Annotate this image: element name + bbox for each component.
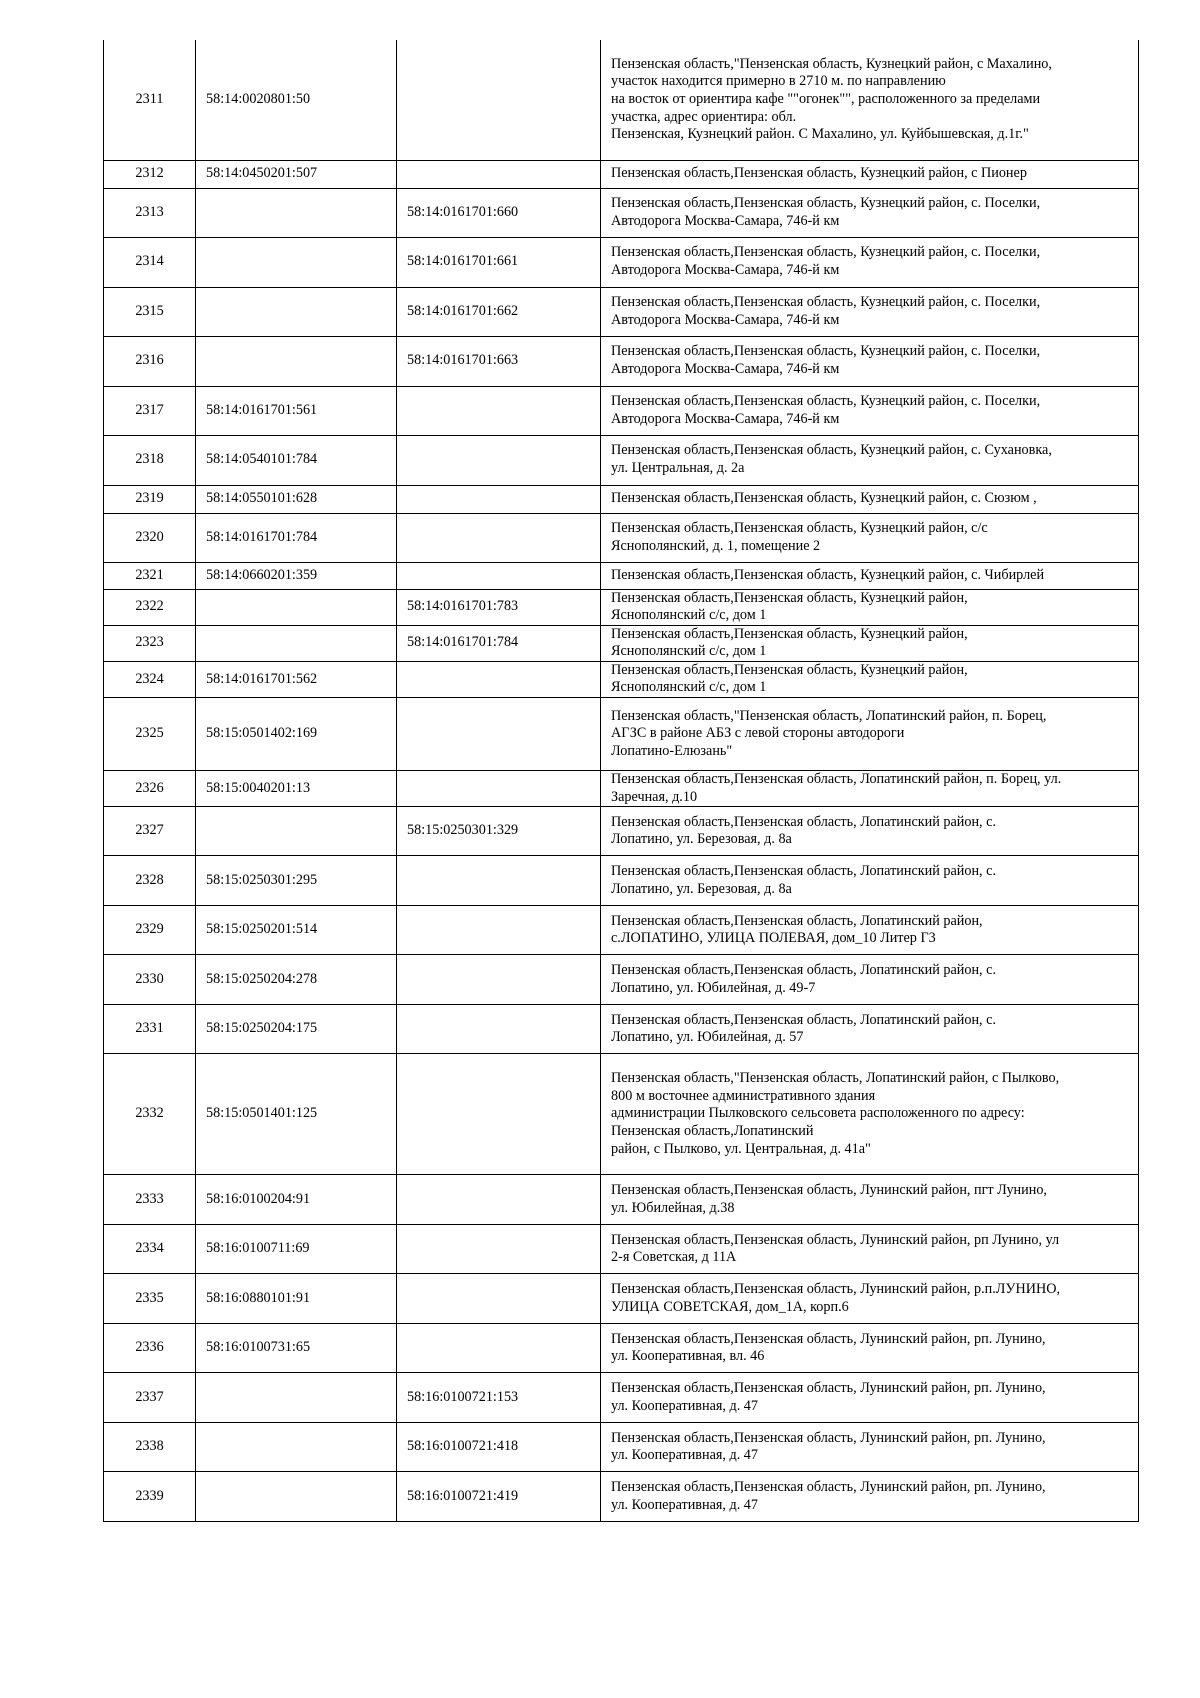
address-cell: Пензенская область,Пензенская область, Кузнецкий район, с. Поселки, Автодорога Москва-Самара, 746-й км [601,188,1139,237]
building-cadastral-number-cell [397,661,601,697]
building-cadastral-number-cell: 58:14:0161701:784 [397,625,601,661]
address-cell: Пензенская область,Пензенская область, Кузнецкий район, Яснополянский с/с, дом 1 [601,625,1139,661]
building-cadastral-number-cell: 58:16:0100721:153 [397,1373,601,1423]
address-cell: Пензенская область,Пензенская область, Кузнецкий район, с. Сухановка, ул. Центральная, д. 2а [601,435,1139,485]
row-number-cell: 2327 [104,807,196,856]
table-row [104,1472,1139,1522]
cadastral-number-cell: 58:14:0161701:562 [196,661,397,697]
row-number-cell: 2330 [104,955,196,1005]
table-row [104,562,1139,589]
address-cell: Пензенская область,Пензенская область, Лопатинский район, с.ЛОПАТИНО, УЛИЦА ПОЛЕВАЯ, дом_10 Литер Г3 [601,906,1139,955]
cadastral-number-cell: 58:15:0501401:125 [196,1054,397,1175]
row-number-cell: 2337 [104,1373,196,1423]
address-cell: Пензенская область,Пензенская область, Лунинский район, р.п.ЛУНИНО, УЛИЦА СОВЕТСКАЯ, дом_1А, корп.6 [601,1274,1139,1324]
building-cadastral-number-cell: 58:16:0100721:419 [397,1472,601,1522]
table-row [104,661,1139,697]
table-row [104,698,1139,771]
table-row [104,1274,1139,1324]
table-row [104,1005,1139,1054]
building-cadastral-number-cell [397,771,601,807]
table-row [104,1054,1139,1175]
building-cadastral-number-cell [397,485,601,513]
building-cadastral-number-cell [397,435,601,485]
row-number-cell: 2333 [104,1175,196,1225]
building-cadastral-number-cell [397,698,601,771]
address-cell: Пензенская область,Пензенская область, Кузнецкий район, с. Поселки, Автодорога Москва-Самара, 746-й км [601,287,1139,336]
cadastral-number-cell: 58:14:0660201:359 [196,562,397,589]
row-number-cell: 2315 [104,287,196,336]
address-cell: Пензенская область,Пензенская область, Лопатинский район, с. Лопатино, ул. Юбилейная, д. 49-7 [601,955,1139,1005]
row-number-cell: 2329 [104,906,196,955]
address-cell: Пензенская область,Пензенская область, Лунинский район, рп. Лунино, ул. Кооперативная, д. 47 [601,1373,1139,1423]
building-cadastral-number-cell: 58:14:0161701:660 [397,188,601,237]
row-number-cell: 2328 [104,856,196,906]
cadastral-number-cell: 58:14:0450201:507 [196,160,397,188]
building-cadastral-number-cell [397,1054,601,1175]
table-row [104,386,1139,435]
table-row [104,188,1139,237]
address-cell: Пензенская область,Пензенская область, Кузнецкий район, с/с Яснополянский, д. 1, помещение 2 [601,513,1139,562]
cadastral-number-cell: 58:14:0020801:50 [196,40,397,160]
building-cadastral-number-cell [397,906,601,955]
table-row [104,1373,1139,1423]
table-row [104,1225,1139,1274]
row-number-cell: 2314 [104,237,196,287]
address-cell: Пензенская область,"Пензенская область, Лопатинский район, п. Борец, АГЗС в районе АБЗ с левой стороны автодороги Лопатино-Елюзань" [601,698,1139,771]
address-cell: Пензенская область,Пензенская область, Кузнецкий район, с. Поселки, Автодорога Москва-Самара, 746-й км [601,336,1139,386]
table-row [104,160,1139,188]
row-number-cell: 2318 [104,435,196,485]
cadastral-number-cell [196,1472,397,1522]
address-cell: Пензенская область,Пензенская область, Лунинский район, рп. Лунино, ул. Кооперативная, д. 47 [601,1423,1139,1472]
building-cadastral-number-cell [397,1274,601,1324]
cadastral-number-cell [196,807,397,856]
cadastral-number-cell: 58:14:0540101:784 [196,435,397,485]
cadastral-number-cell [196,1373,397,1423]
row-number-cell: 2319 [104,485,196,513]
address-cell: Пензенская область,Пензенская область, Лопатинский район, с. Лопатино, ул. Березовая, д. 8а [601,856,1139,906]
cadastral-number-cell: 58:14:0161701:561 [196,386,397,435]
row-number-cell: 2338 [104,1423,196,1472]
row-number-cell: 2321 [104,562,196,589]
table-row [104,625,1139,661]
row-number-cell: 2311 [104,40,196,160]
address-cell: Пензенская область,"Пензенская область, Кузнецкий район, с Махалино, участок находится примерно в 2710 м. по направлению на восток от ориентира кафе ""огонек"", расположенного за пределами участка, адрес ориентира: обл. Пензенская, Кузнецкий район. С Махалино, ул. Куйбышевская, д.1г." [601,40,1139,160]
building-cadastral-number-cell [397,955,601,1005]
row-number-cell: 2320 [104,513,196,562]
cadastral-number-cell: 58:14:0161701:784 [196,513,397,562]
table-row [104,336,1139,386]
cadastral-number-cell [196,336,397,386]
cadastral-number-cell: 58:15:0250201:514 [196,906,397,955]
table-row [104,513,1139,562]
building-cadastral-number-cell [397,513,601,562]
cadastral-number-cell [196,188,397,237]
table-row [104,237,1139,287]
table-row [104,40,1139,160]
cadastral-number-cell: 58:16:0880101:91 [196,1274,397,1324]
address-cell: Пензенская область,"Пензенская область, Лопатинский район, с Пылково, 800 м восточнее административного здания администрации Пылковского сельсовета расположенного по адресу: Пензенская область,Лопатинский район, с Пылково, ул. Центральная, д. 41а" [601,1054,1139,1175]
building-cadastral-number-cell [397,1005,601,1054]
row-number-cell: 2313 [104,188,196,237]
table-row [104,1175,1139,1225]
cadastral-number-cell: 58:15:0501402:169 [196,698,397,771]
table-row [104,807,1139,856]
row-number-cell: 2323 [104,625,196,661]
building-cadastral-number-cell: 58:14:0161701:663 [397,336,601,386]
cadastral-number-cell [196,237,397,287]
table-row [104,1423,1139,1472]
address-cell: Пензенская область,Пензенская область, Кузнецкий район, с. Поселки, Автодорога Москва-Самара, 746-й км [601,386,1139,435]
table-row [104,589,1139,625]
address-cell: Пензенская область,Пензенская область, Лунинский район, рп. Лунино, ул. Кооперативная, вл. 46 [601,1324,1139,1373]
cadastral-number-cell: 58:14:0550101:628 [196,485,397,513]
table-row [104,287,1139,336]
address-cell: Пензенская область,Пензенская область, Лопатинский район, с. Лопатино, ул. Березовая, д. 8а [601,807,1139,856]
building-cadastral-number-cell [397,160,601,188]
table-row [104,1324,1139,1373]
row-number-cell: 2326 [104,771,196,807]
table-row [104,435,1139,485]
address-cell: Пензенская область,Пензенская область, Кузнецкий район, с. Чибирлей [601,562,1139,589]
cadastral-number-cell: 58:15:0040201:13 [196,771,397,807]
cadastral-number-cell: 58:15:0250301:295 [196,856,397,906]
cadastral-number-cell [196,1423,397,1472]
address-cell: Пензенская область,Пензенская область, Кузнецкий район, Яснополянский с/с, дом 1 [601,589,1139,625]
row-number-cell: 2322 [104,589,196,625]
address-cell: Пензенская область,Пензенская область, Лопатинский район, с. Лопатино, ул. Юбилейная, д. 57 [601,1005,1139,1054]
building-cadastral-number-cell [397,1175,601,1225]
address-cell: Пензенская область,Пензенская область, Кузнецкий район, с. Поселки, Автодорога Москва-Самара, 746-й км [601,237,1139,287]
building-cadastral-number-cell [397,1324,601,1373]
building-cadastral-number-cell: 58:16:0100721:418 [397,1423,601,1472]
row-number-cell: 2317 [104,386,196,435]
registry-table-body [104,40,1139,1522]
table-row [104,906,1139,955]
row-number-cell: 2312 [104,160,196,188]
building-cadastral-number-cell [397,856,601,906]
cadastral-number-cell: 58:15:0250204:278 [196,955,397,1005]
cadastral-number-cell [196,625,397,661]
building-cadastral-number-cell [397,40,601,160]
row-number-cell: 2334 [104,1225,196,1274]
row-number-cell: 2332 [104,1054,196,1175]
row-number-cell: 2339 [104,1472,196,1522]
building-cadastral-number-cell: 58:14:0161701:661 [397,237,601,287]
address-cell: Пензенская область,Пензенская область, Лопатинский район, п. Борец, ул. Заречная, д.10 [601,771,1139,807]
cadastral-number-cell: 58:16:0100711:69 [196,1225,397,1274]
registry-table [103,40,1139,1522]
row-number-cell: 2325 [104,698,196,771]
building-cadastral-number-cell: 58:14:0161701:783 [397,589,601,625]
cadastral-number-cell: 58:16:0100731:65 [196,1324,397,1373]
building-cadastral-number-cell [397,562,601,589]
building-cadastral-number-cell [397,1225,601,1274]
building-cadastral-number-cell: 58:15:0250301:329 [397,807,601,856]
row-number-cell: 2331 [104,1005,196,1054]
building-cadastral-number-cell [397,386,601,435]
row-number-cell: 2336 [104,1324,196,1373]
table-row [104,485,1139,513]
row-number-cell: 2316 [104,336,196,386]
row-number-cell: 2324 [104,661,196,697]
building-cadastral-number-cell: 58:14:0161701:662 [397,287,601,336]
cadastral-number-cell: 58:16:0100204:91 [196,1175,397,1225]
row-number-cell: 2335 [104,1274,196,1324]
address-cell: Пензенская область,Пензенская область, Кузнецкий район, Яснополянский с/с, дом 1 [601,661,1139,697]
address-cell: Пензенская область,Пензенская область, Лунинский район, рп. Лунино, ул. Кооперативная, д. 47 [601,1472,1139,1522]
address-cell: Пензенская область,Пензенская область, Кузнецкий район, с. Сюзюм , [601,485,1139,513]
address-cell: Пензенская область,Пензенская область, Лунинский район, пгт Лунино, ул. Юбилейная, д.38 [601,1175,1139,1225]
cadastral-number-cell [196,589,397,625]
table-row [104,955,1139,1005]
cadastral-number-cell [196,287,397,336]
cadastral-number-cell: 58:15:0250204:175 [196,1005,397,1054]
table-row [104,856,1139,906]
table-row [104,771,1139,807]
address-cell: Пензенская область,Пензенская область, Лунинский район, рп Лунино, ул 2-я Советская, д 11А [601,1225,1139,1274]
address-cell: Пензенская область,Пензенская область, Кузнецкий район, с Пионер [601,160,1139,188]
